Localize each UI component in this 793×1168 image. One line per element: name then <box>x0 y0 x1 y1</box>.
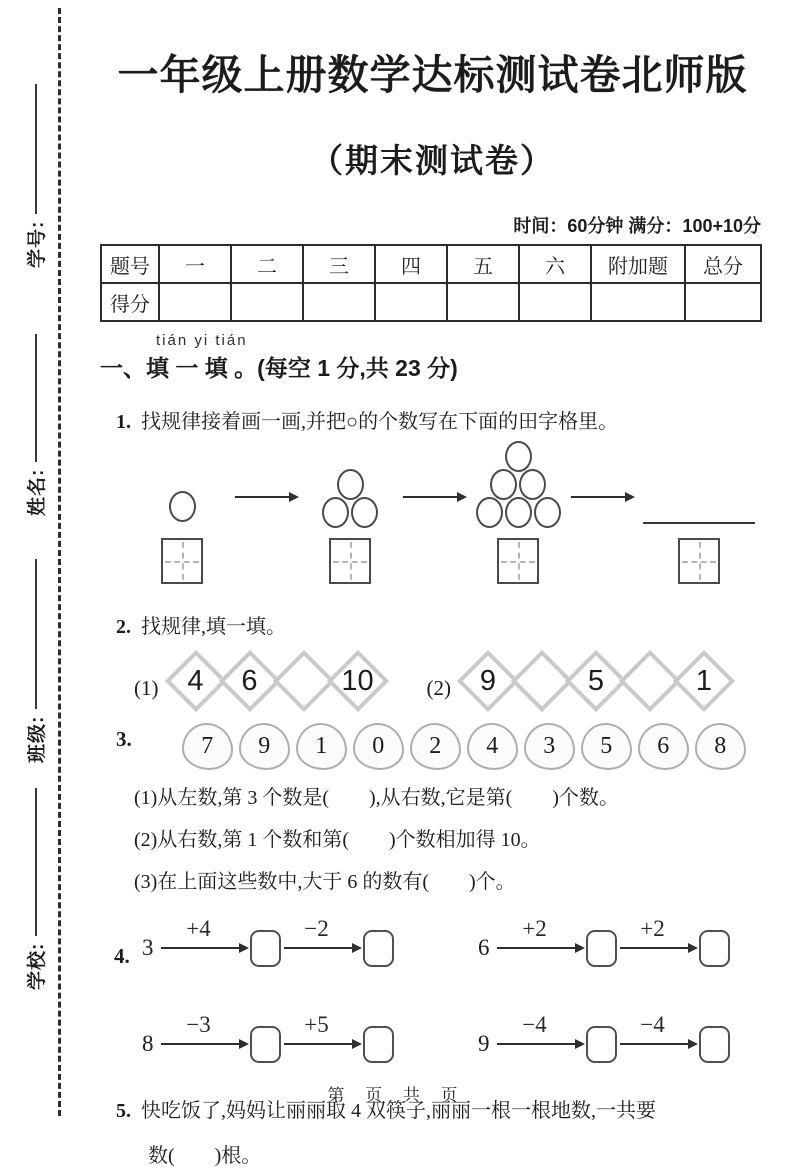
question-5-number: 5. <box>116 1100 131 1122</box>
operation-label: −2 <box>304 916 329 941</box>
arrow-icon <box>497 1043 583 1045</box>
diamond-number: 10 <box>327 649 389 713</box>
page-title: 一年级上册数学达标测试卷北师版 <box>117 52 748 98</box>
arrow-icon <box>620 1043 696 1045</box>
col-header-6: 六 <box>519 245 591 283</box>
operation-arrow <box>620 1012 696 1045</box>
diamond-number: 5 <box>565 649 627 713</box>
school-field <box>22 788 49 990</box>
stone-number: 8 <box>695 723 746 770</box>
answer-box[interactable] <box>363 930 394 967</box>
diamond-number: 6 <box>219 649 281 713</box>
arrow-chain-3 <box>142 1012 442 1072</box>
operation-arrow <box>161 916 247 949</box>
circle-icon <box>169 491 196 522</box>
stone-number: 2 <box>410 723 461 770</box>
operation-arrow <box>284 916 360 949</box>
col-header-4: 四 <box>375 245 447 283</box>
diamond-number: 1 <box>673 649 735 713</box>
stone-number: 6 <box>638 723 689 770</box>
diamond-number: 4 <box>165 649 227 713</box>
question-1-diagram <box>130 450 765 584</box>
sub-label-1: (1) <box>134 675 159 700</box>
pattern-step-3 <box>466 456 570 584</box>
circle-icon <box>490 469 517 500</box>
answer-box[interactable] <box>250 1026 281 1063</box>
answer-box[interactable] <box>586 930 617 967</box>
question-2-diagram <box>134 649 765 713</box>
operation-arrow <box>497 916 583 949</box>
circle-group-2 <box>321 456 379 528</box>
student-id-label: 学号: <box>27 220 48 268</box>
main-content <box>100 0 765 1168</box>
chain-start-number: 9 <box>478 1031 490 1056</box>
page-subtitle: （期末测试卷） <box>310 142 555 179</box>
stone-number: 4 <box>467 723 518 770</box>
stone-number: 7 <box>182 723 233 770</box>
student-id-blank[interactable] <box>35 84 37 214</box>
circle-icon <box>322 497 349 528</box>
stone-number: 1 <box>296 723 347 770</box>
arrow-icon <box>284 947 360 949</box>
diamond-blank[interactable] <box>511 649 573 713</box>
diamond-blank[interactable] <box>273 649 335 713</box>
name-blank[interactable] <box>35 334 37 462</box>
question-4 <box>100 916 765 1072</box>
arrow-icon <box>161 1043 247 1045</box>
circle-icon <box>351 497 378 528</box>
arrow-chain-4 <box>478 1012 778 1072</box>
score-cell[interactable] <box>231 283 303 321</box>
operation-label: −4 <box>640 1012 665 1037</box>
arrow-icon <box>403 496 465 498</box>
class-label: 班级: <box>27 715 48 763</box>
circle-icon <box>337 469 364 500</box>
arrow-icon <box>620 947 696 949</box>
operation-label: +2 <box>640 916 665 941</box>
operation-label: −4 <box>522 1012 547 1037</box>
question-1-number: 1. <box>116 411 131 433</box>
question-5-text-line-2: 数( )根。 <box>148 1145 262 1167</box>
circle-icon <box>505 441 532 472</box>
section-title: 一、填 一 填 。(每空 1 分,共 23 分) <box>100 355 458 381</box>
school-blank[interactable] <box>35 788 37 936</box>
circle-icon <box>505 497 532 528</box>
answer-box[interactable] <box>699 1026 730 1063</box>
operation-arrow <box>620 916 696 949</box>
operation-label: −3 <box>186 1012 211 1037</box>
chain-start-number: 6 <box>478 935 490 960</box>
student-id-field <box>22 84 49 268</box>
col-header-3: 三 <box>303 245 375 283</box>
question-3-sub-1: (1)从左数,第 3 个数是( ),从右数,它是第( )个数。 <box>134 787 619 809</box>
col-header-2: 二 <box>231 245 303 283</box>
diamond-number: 9 <box>457 649 519 713</box>
stone-number-row <box>182 723 752 770</box>
score-row-label: 得分 <box>101 283 159 321</box>
col-header-total: 总分 <box>685 245 761 283</box>
time-score-info: 时间：60分钟 满分：100+10分 <box>513 216 761 236</box>
class-blank[interactable] <box>35 559 37 709</box>
score-cell[interactable] <box>303 283 375 321</box>
arrow-icon <box>284 1043 360 1045</box>
question-1-text: 1. 找规律接着画一画,并把○的个数写在下面的田字格里。 <box>116 411 619 433</box>
col-header-1: 一 <box>159 245 231 283</box>
question-3-sub-3: (3)在上面这些数中,大于 6 的数有( )个。 <box>134 871 516 893</box>
question-3-sub-2: (2)从右数,第 1 个数和第( )个数相加得 10。 <box>134 829 541 851</box>
stone-number: 3 <box>524 723 575 770</box>
score-table <box>100 244 762 322</box>
diamond-sequence-2 <box>427 649 728 713</box>
question-3 <box>116 727 765 770</box>
score-cell[interactable] <box>519 283 591 321</box>
operation-label: +2 <box>522 916 547 941</box>
col-header-bonus: 附加题 <box>591 245 685 283</box>
chain-start-number: 3 <box>142 935 154 960</box>
arrow-icon <box>497 947 583 949</box>
col-header-5: 五 <box>447 245 519 283</box>
question-5-text-line-1: 5. 快吃饭了,妈妈让丽丽取 4 双筷子,丽丽一根一根地数,一共要 <box>116 1100 656 1122</box>
tian-grid-box-4[interactable] <box>678 538 720 584</box>
score-table-score-row <box>101 283 761 321</box>
class-field <box>22 559 49 763</box>
school-label: 学校: <box>27 942 48 990</box>
circle-icon <box>476 497 503 528</box>
page-footer: 第 页 共 页 <box>327 1086 466 1105</box>
name-label: 姓名: <box>27 468 48 516</box>
score-cell-total[interactable] <box>685 283 761 321</box>
col-header-question: 题号 <box>101 245 159 283</box>
answer-box[interactable] <box>250 930 281 967</box>
operation-label: +5 <box>304 1012 329 1037</box>
circle-icon <box>519 469 546 500</box>
question-2-text: 2. 找规律,填一填。 <box>116 616 286 638</box>
pattern-step-2 <box>298 456 402 584</box>
sub-label-2: (2) <box>426 675 451 700</box>
stone-number: 9 <box>239 723 290 770</box>
diamond-sequence-1 <box>134 649 381 713</box>
operation-label: +4 <box>186 916 211 941</box>
answer-box[interactable] <box>363 1026 394 1063</box>
circle-icon <box>534 497 561 528</box>
tian-grid-box-3[interactable] <box>497 538 539 584</box>
name-field <box>22 334 49 516</box>
arrow-icon <box>235 496 297 498</box>
pattern-step-1 <box>130 450 234 584</box>
operation-arrow <box>161 1012 247 1045</box>
binding-dashed-line <box>58 8 61 1116</box>
arrow-chain-grid <box>142 916 765 1072</box>
circle-group-1 <box>169 450 196 522</box>
answer-box[interactable] <box>586 1026 617 1063</box>
question-2-number: 2. <box>116 616 131 638</box>
stone-number: 5 <box>581 723 632 770</box>
pattern-step-4 <box>634 456 764 584</box>
operation-arrow <box>284 1012 360 1045</box>
score-cell[interactable] <box>375 283 447 321</box>
score-table-header-row <box>101 245 761 283</box>
circle-group-3 <box>475 456 562 528</box>
draw-answer-area <box>634 456 764 528</box>
answer-box[interactable] <box>699 930 730 967</box>
score-cell[interactable] <box>447 283 519 321</box>
score-cell-bonus[interactable] <box>591 283 685 321</box>
question-3-number: 3. <box>116 727 132 751</box>
draw-blank-line[interactable] <box>643 522 755 524</box>
chain-start-number: 8 <box>142 1031 154 1056</box>
tian-grid-box-2[interactable] <box>329 538 371 584</box>
operation-arrow <box>497 1012 583 1045</box>
arrow-icon <box>161 947 247 949</box>
diamond-blank[interactable] <box>619 649 681 713</box>
score-cell[interactable] <box>159 283 231 321</box>
section-pinyin: tián yi tián <box>156 332 248 349</box>
tian-grid-box-1[interactable] <box>161 538 203 584</box>
question-4-number: 4. <box>114 944 130 968</box>
arrow-icon <box>571 496 633 498</box>
stone-number: 0 <box>353 723 404 770</box>
arrow-chain-2 <box>478 916 778 976</box>
arrow-chain-1 <box>142 916 442 976</box>
